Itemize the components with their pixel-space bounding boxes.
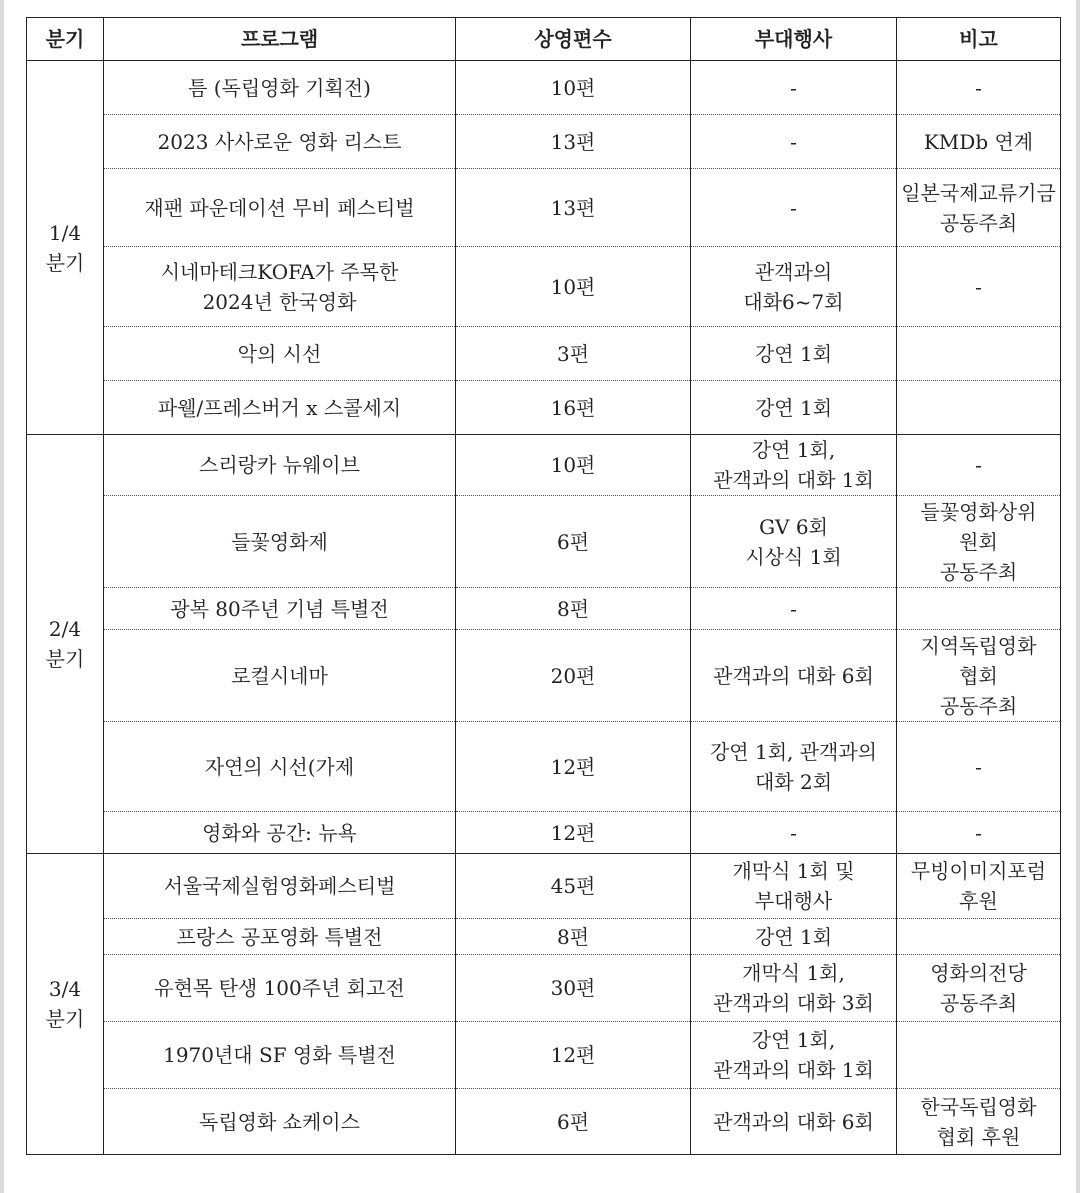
count-cell: 20편 [456,630,691,722]
count-cell: 16편 [456,381,691,435]
program-cell: 스리랑카 뉴웨이브 [104,435,456,496]
events-cell: 관객과의 대화 6회 [691,1089,897,1155]
program-cell: 서울국제실험영화페스티벌 [104,854,456,919]
program-cell: 영화와 공간: 뉴욕 [104,812,456,854]
program-cell: 파웰/프레스버거 x 스콜세지 [104,381,456,435]
table-header-row [27,18,1061,61]
count-cell: 45편 [456,854,691,919]
program-cell: 로컬시네마 [104,630,456,722]
table-row [27,919,1061,955]
table-row [27,722,1061,812]
table-body [27,61,1061,1155]
count-cell: 12편 [456,1022,691,1089]
table-row [27,381,1061,435]
page-left-border [0,0,4,1193]
count-cell: 13편 [456,115,691,169]
header-note: 비고 [897,18,1061,61]
table-row [27,247,1061,327]
count-cell: 12편 [456,812,691,854]
note-cell: 지역독립영화 협회 공동주최 [897,630,1061,722]
events-cell: 관객과의 대화6~7회 [691,247,897,327]
note-cell: - [897,435,1061,496]
events-cell: 강연 1회 [691,327,897,381]
header-quarter: 분기 [27,18,104,61]
program-cell: 유현목 탄생 100주년 회고전 [104,955,456,1022]
events-cell: - [691,169,897,247]
note-cell: - [897,61,1061,115]
count-cell: 8편 [456,588,691,630]
note-cell: - [897,812,1061,854]
program-cell: 2023 사사로운 영화 리스트 [104,115,456,169]
quarter-cell: 1/4 분기 [27,61,104,435]
table-row [27,115,1061,169]
events-cell: 관객과의 대화 6회 [691,630,897,722]
table-row [27,1089,1061,1155]
table-row [27,435,1061,496]
note-cell: - [897,722,1061,812]
note-cell [897,919,1061,955]
page-right-border [1076,0,1080,1193]
table-row [27,955,1061,1022]
count-cell: 12편 [456,722,691,812]
program-cell: 악의 시선 [104,327,456,381]
note-cell: - [897,247,1061,327]
note-cell: 일본국제교류기금 공동주최 [897,169,1061,247]
events-cell: 강연 1회 [691,919,897,955]
program-cell: 자연의 시선(가제 [104,722,456,812]
table-row [27,854,1061,919]
header-count: 상영편수 [456,18,691,61]
events-cell: GV 6회 시상식 1회 [691,496,897,588]
events-cell: - [691,812,897,854]
note-cell: 한국독립영화 협회 후원 [897,1089,1061,1155]
count-cell: 10편 [456,61,691,115]
table-row [27,1022,1061,1089]
table-row [27,630,1061,722]
program-cell: 들꽃영화제 [104,496,456,588]
note-cell: 영화의전당 공동주최 [897,955,1061,1022]
note-cell [897,327,1061,381]
table-row [27,496,1061,588]
quarter-cell: 2/4 분기 [27,435,104,854]
note-cell [897,381,1061,435]
program-cell: 광복 80주년 기념 특별전 [104,588,456,630]
note-cell: KMDb 연계 [897,115,1061,169]
program-cell: 1970년대 SF 영화 특별전 [104,1022,456,1089]
events-cell: - [691,588,897,630]
program-cell: 프랑스 공포영화 특별전 [104,919,456,955]
count-cell: 6편 [456,496,691,588]
table-row [27,812,1061,854]
header-program: 프로그램 [104,18,456,61]
table-row [27,588,1061,630]
program-cell: 틈 (독립영화 기획전) [104,61,456,115]
count-cell: 3편 [456,327,691,381]
events-cell: 강연 1회, 관객과의 대화 1회 [691,1022,897,1089]
program-table [26,17,1061,1155]
count-cell: 13편 [456,169,691,247]
table-row [27,327,1061,381]
count-cell: 8편 [456,919,691,955]
events-cell: 개막식 1회 및 부대행사 [691,854,897,919]
count-cell: 10편 [456,435,691,496]
note-cell: 들꽃영화상위 원회 공동주최 [897,496,1061,588]
program-cell: 독립영화 쇼케이스 [104,1089,456,1155]
count-cell: 6편 [456,1089,691,1155]
events-cell: 강연 1회, 관객과의 대화 1회 [691,435,897,496]
quarter-cell: 3/4 분기 [27,854,104,1155]
count-cell: 30편 [456,955,691,1022]
events-cell: 개막식 1회, 관객과의 대화 3회 [691,955,897,1022]
events-cell: - [691,61,897,115]
header-events: 부대행사 [691,18,897,61]
events-cell: 강연 1회 [691,381,897,435]
note-cell: 무빙이미지포럼 후원 [897,854,1061,919]
note-cell [897,588,1061,630]
table-row [27,61,1061,115]
table-row [27,169,1061,247]
count-cell: 10편 [456,247,691,327]
events-cell: - [691,115,897,169]
events-cell: 강연 1회, 관객과의 대화 2회 [691,722,897,812]
program-cell: 시네마테크KOFA가 주목한 2024년 한국영화 [104,247,456,327]
note-cell [897,1022,1061,1089]
program-cell: 재팬 파운데이션 무비 페스티벌 [104,169,456,247]
